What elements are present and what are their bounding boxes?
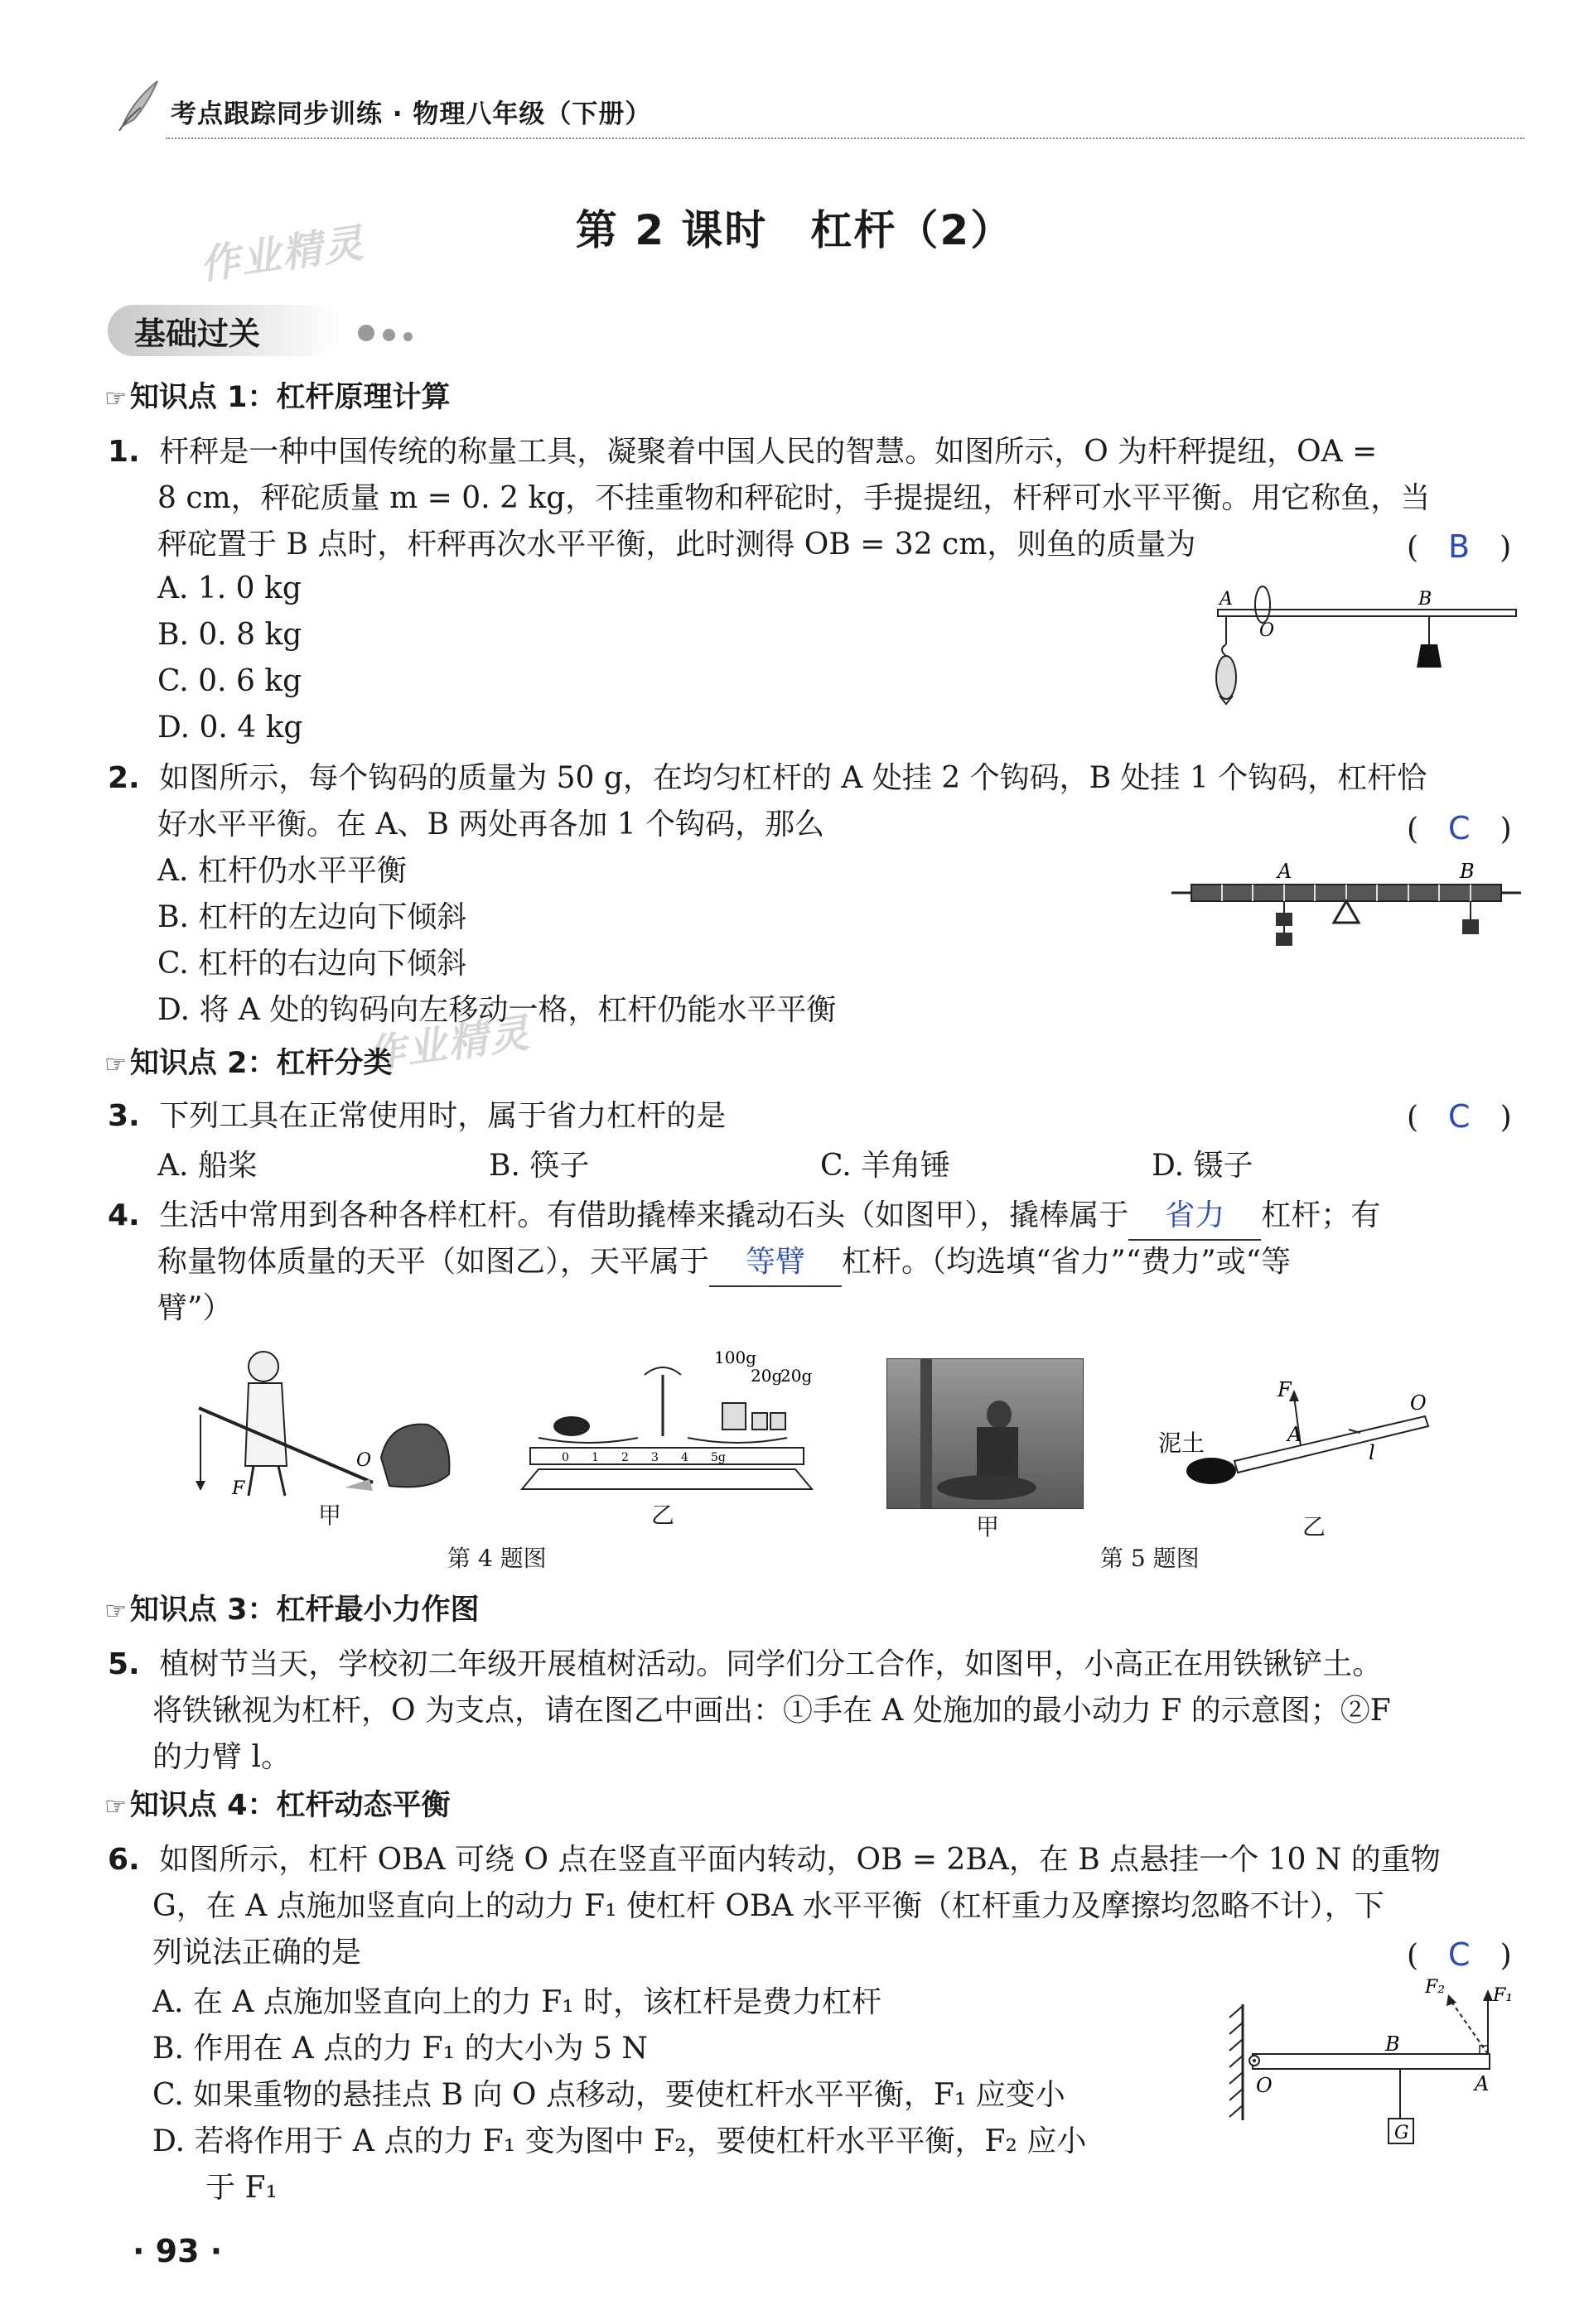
shovel-figure <box>1152 1375 1458 1507</box>
weight-label-20g-2: 20g <box>780 1366 813 1386</box>
lever-weights-figure <box>1168 853 1524 961</box>
question-number: 1. <box>108 435 140 469</box>
question-text: 好水平平衡。在 A、B 两处再各加 1 个钩码，那么 <box>157 808 825 841</box>
weight-icon <box>1417 644 1442 668</box>
rock-icon <box>381 1425 449 1487</box>
question-1 <box>108 429 1524 475</box>
question-text-line2 <box>157 1239 1291 1287</box>
question-5 <box>108 1642 1382 1688</box>
scale-tick-3: 3 <box>651 1451 659 1464</box>
question-text: 秤砣置于 B 点时，杆秤再次水平平衡，此时测得 OB = 32 cm，则鱼的质量为 <box>157 528 1196 562</box>
label-g: G <box>1394 2123 1409 2143</box>
scale-tick-0: 0 <box>562 1451 569 1464</box>
lever-obA <box>1253 2054 1490 2069</box>
knowledge-point-1 <box>104 374 450 416</box>
question-number: 3. <box>108 1099 140 1133</box>
lab-coat <box>245 1383 287 1466</box>
answer: C <box>1448 810 1471 846</box>
label-l: l <box>1369 1441 1375 1464</box>
answer: B <box>1448 528 1471 565</box>
question-text: 植树节当天，学校初二年级开展植树活动。同学们分工合作，如图甲，小高正在用铁锹铲土。 <box>159 1647 1383 1681</box>
option: D. 0. 4 kg <box>157 711 303 745</box>
pointing-hand-icon: ☞ <box>104 1792 127 1821</box>
question-number: 6. <box>108 1843 140 1877</box>
weight-label-20g: 20g <box>751 1366 783 1386</box>
beam-scale <box>530 1448 804 1464</box>
option: C. 如果重物的悬挂点 B 向 O 点移动，要使杠杆水平平衡，F₁ 应变小 <box>152 2078 1065 2112</box>
knowledge-point-2 <box>104 1040 392 1082</box>
question-text: 列说法正确的是 <box>152 1936 362 1970</box>
lesson-title: 第 2 课时 杠杆（2） <box>575 206 1014 254</box>
figure-caption-q4: 第 4 题图 <box>447 1545 547 1572</box>
option: B. 筷子 <box>489 1149 590 1183</box>
option: D. 若将作用于 A 点的力 F₁ 变为图中 F₂，要使杠杆水平平衡，F₂ 应小 <box>152 2124 1087 2158</box>
section-badge: 基础过关 <box>134 316 261 352</box>
page-number: · 93 · <box>133 2233 223 2269</box>
balance-figure <box>505 1345 828 1499</box>
scale-tick-2: 2 <box>621 1451 629 1464</box>
label-o: O <box>1259 620 1275 641</box>
scale-tick-4: 4 <box>681 1451 688 1464</box>
option: C. 0. 6 kg <box>157 664 302 698</box>
question-3 <box>108 1093 726 1140</box>
question-text: 杠杆；有 <box>1261 1198 1381 1232</box>
kp-label: 知识点 2：杠杆分类 <box>129 1047 393 1080</box>
kp-label: 知识点 1：杠杆原理计算 <box>129 381 451 414</box>
question-text: 8 cm，秤砣质量 m = 0. 2 kg，不挂重物和秤砣时，手提提纽，杆秤可水平平衡。用它称鱼，当 <box>157 481 1431 515</box>
crowbar <box>199 1408 373 1483</box>
label-a: A <box>1287 1423 1302 1446</box>
left-pan <box>539 1438 638 1443</box>
question-text: 下列工具在正常使用时，属于省力杠杆的是 <box>159 1099 727 1133</box>
label-a: A <box>1220 589 1233 610</box>
object-on-pan <box>553 1416 590 1436</box>
right-pan <box>688 1438 787 1443</box>
label-b: B <box>1385 2032 1400 2056</box>
shovel-handle <box>1234 1416 1428 1473</box>
soil-icon <box>1186 1458 1236 1484</box>
lift-loop <box>1255 586 1270 623</box>
option: B. 杠杆的左边向下倾斜 <box>157 900 467 934</box>
option: A. 在 A 点施加竖直向上的力 F₁ 时，该杠杆是费力杠杆 <box>152 1985 882 2019</box>
balance-base <box>522 1469 812 1489</box>
question-2 <box>108 755 1427 802</box>
label-b: B <box>1460 860 1475 883</box>
label-soil: 泥土 <box>1158 1430 1205 1457</box>
fulcrum-icon <box>1334 901 1359 923</box>
scale-tick-5g: 5g <box>711 1451 726 1464</box>
label-o: O <box>1410 1391 1427 1415</box>
answer: C <box>1448 1936 1471 1973</box>
sub-caption-yi: 乙 <box>1302 1513 1326 1540</box>
option: A. 1. 0 kg <box>157 571 302 605</box>
steelyard-figure <box>1201 580 1533 729</box>
question-text: 如图所示，每个钩码的质量为 50 g，在均匀杠杆的 A 处挂 2 个钩码，B 处挂 1 个钩码，杠杆恰 <box>159 761 1427 795</box>
option: A. 杠杆仍水平平衡 <box>157 854 407 888</box>
question-text: 生活中常用到各种各样杠杆。有借助撬棒来撬动石头（如图甲），撬棒属于 <box>159 1198 1129 1232</box>
label-o: O <box>1256 2074 1273 2097</box>
knowledge-point-4 <box>104 1782 450 1824</box>
answer-blank-2[interactable]: 等臂 <box>709 1239 842 1287</box>
pointing-hand-icon: ☞ <box>104 1597 127 1626</box>
question-number: 2. <box>108 761 140 795</box>
label-f2: F₂ <box>1425 1977 1446 1998</box>
book-header-title: 考点跟踪同步训练 · 物理八年级（下册） <box>171 99 652 129</box>
question-text: 杠杆。（均选填“省力”“费力”或“等 <box>842 1245 1292 1279</box>
option: C. 杠杆的右边向下倾斜 <box>157 947 467 981</box>
option: A. 船桨 <box>157 1149 258 1183</box>
watermark: 作业精灵 <box>196 219 368 289</box>
option: D. 镊子 <box>1152 1149 1253 1183</box>
answer-blank-1[interactable]: 省力 <box>1128 1193 1261 1241</box>
crowbar-figure <box>182 1342 456 1499</box>
option: D. 将 A 处的钩码向左移动一格，杠杆仍能水平平衡 <box>157 993 837 1027</box>
label-f1: F₁ <box>1493 1985 1514 2006</box>
weight-label-100g: 100g <box>714 1348 756 1367</box>
fish-icon <box>1216 656 1236 699</box>
question-number: 4. <box>108 1198 140 1232</box>
wall-lever-figure <box>1226 1963 1514 2153</box>
label-o: O <box>356 1450 372 1471</box>
question-number: 5. <box>108 1647 140 1681</box>
label-a: A <box>1475 2072 1490 2095</box>
pointing-hand-icon: ☞ <box>104 384 127 413</box>
answer-bracket: ( C ) <box>1407 1098 1512 1135</box>
option: B. 0. 8 kg <box>157 618 302 652</box>
label-b: B <box>1418 589 1432 610</box>
question-text: 杆秤是一种中国传统的称量工具，凝聚着中国人民的智慧。如图所示，O 为杆秤提纽，OA = <box>159 435 1378 469</box>
answer-bracket: ( B ) <box>1407 528 1512 565</box>
answer: C <box>1448 1098 1471 1135</box>
sub-caption-jia: 甲 <box>318 1502 342 1529</box>
answer-bracket: ( C ) <box>1407 1936 1512 1973</box>
person-head <box>249 1352 278 1381</box>
label-a: A <box>1277 860 1292 883</box>
question-text: G，在 A 点施加竖直向上的动力 F₁ 使杠杆 OBA 水平平衡（杠杆重力及摩擦均忽略不计），下 <box>152 1889 1384 1923</box>
scale-tick-1: 1 <box>592 1451 599 1464</box>
label-f: F <box>232 1478 245 1499</box>
question-6 <box>108 1837 1441 1883</box>
kp-label: 知识点 4：杠杆动态平衡 <box>129 1789 451 1822</box>
feather-logo-icon <box>116 76 166 134</box>
figure-caption-q5: 第 5 题图 <box>1100 1545 1200 1572</box>
pointing-hand-icon: ☞ <box>104 1050 127 1079</box>
header-divider <box>166 137 1524 139</box>
watermark: 作业精灵 <box>362 1010 534 1079</box>
option: C. 羊角锤 <box>820 1149 951 1183</box>
knowledge-point-3 <box>104 1587 479 1628</box>
steelyard-beam <box>1218 610 1516 616</box>
scale-dial <box>645 1367 681 1375</box>
option: B. 作用在 A 点的力 F₁ 的大小为 5 N <box>152 2032 648 2066</box>
question-text: 如图所示，杠杆 OBA 可绕 O 点在竖直平面内转动，OB = 2BA，在 B 点悬挂一个 10 N 的重物 <box>159 1843 1441 1877</box>
option-continuation: 于 F₁ <box>205 2171 278 2205</box>
answer-bracket: ( C ) <box>1407 810 1512 846</box>
badge-dots <box>358 325 421 345</box>
sub-caption-jia: 甲 <box>976 1513 1000 1540</box>
question-4 <box>108 1193 1380 1241</box>
label-f: F <box>1277 1378 1292 1401</box>
question-text: 臂”） <box>157 1291 233 1325</box>
question-text: 将铁锹视为杠杆，O 为支点，请在图乙中画出：①手在 A 处施加的最小动力 F 的示意图；②F <box>152 1694 1391 1728</box>
question-text: 的力臂 l。 <box>152 1740 291 1774</box>
sub-caption-yi: 乙 <box>651 1502 675 1529</box>
photo-planting <box>886 1358 1084 1509</box>
question-text: 称量物体质量的天平（如图乙），天平属于 <box>157 1245 710 1279</box>
kp-label: 知识点 3：杠杆最小力作图 <box>129 1594 480 1627</box>
